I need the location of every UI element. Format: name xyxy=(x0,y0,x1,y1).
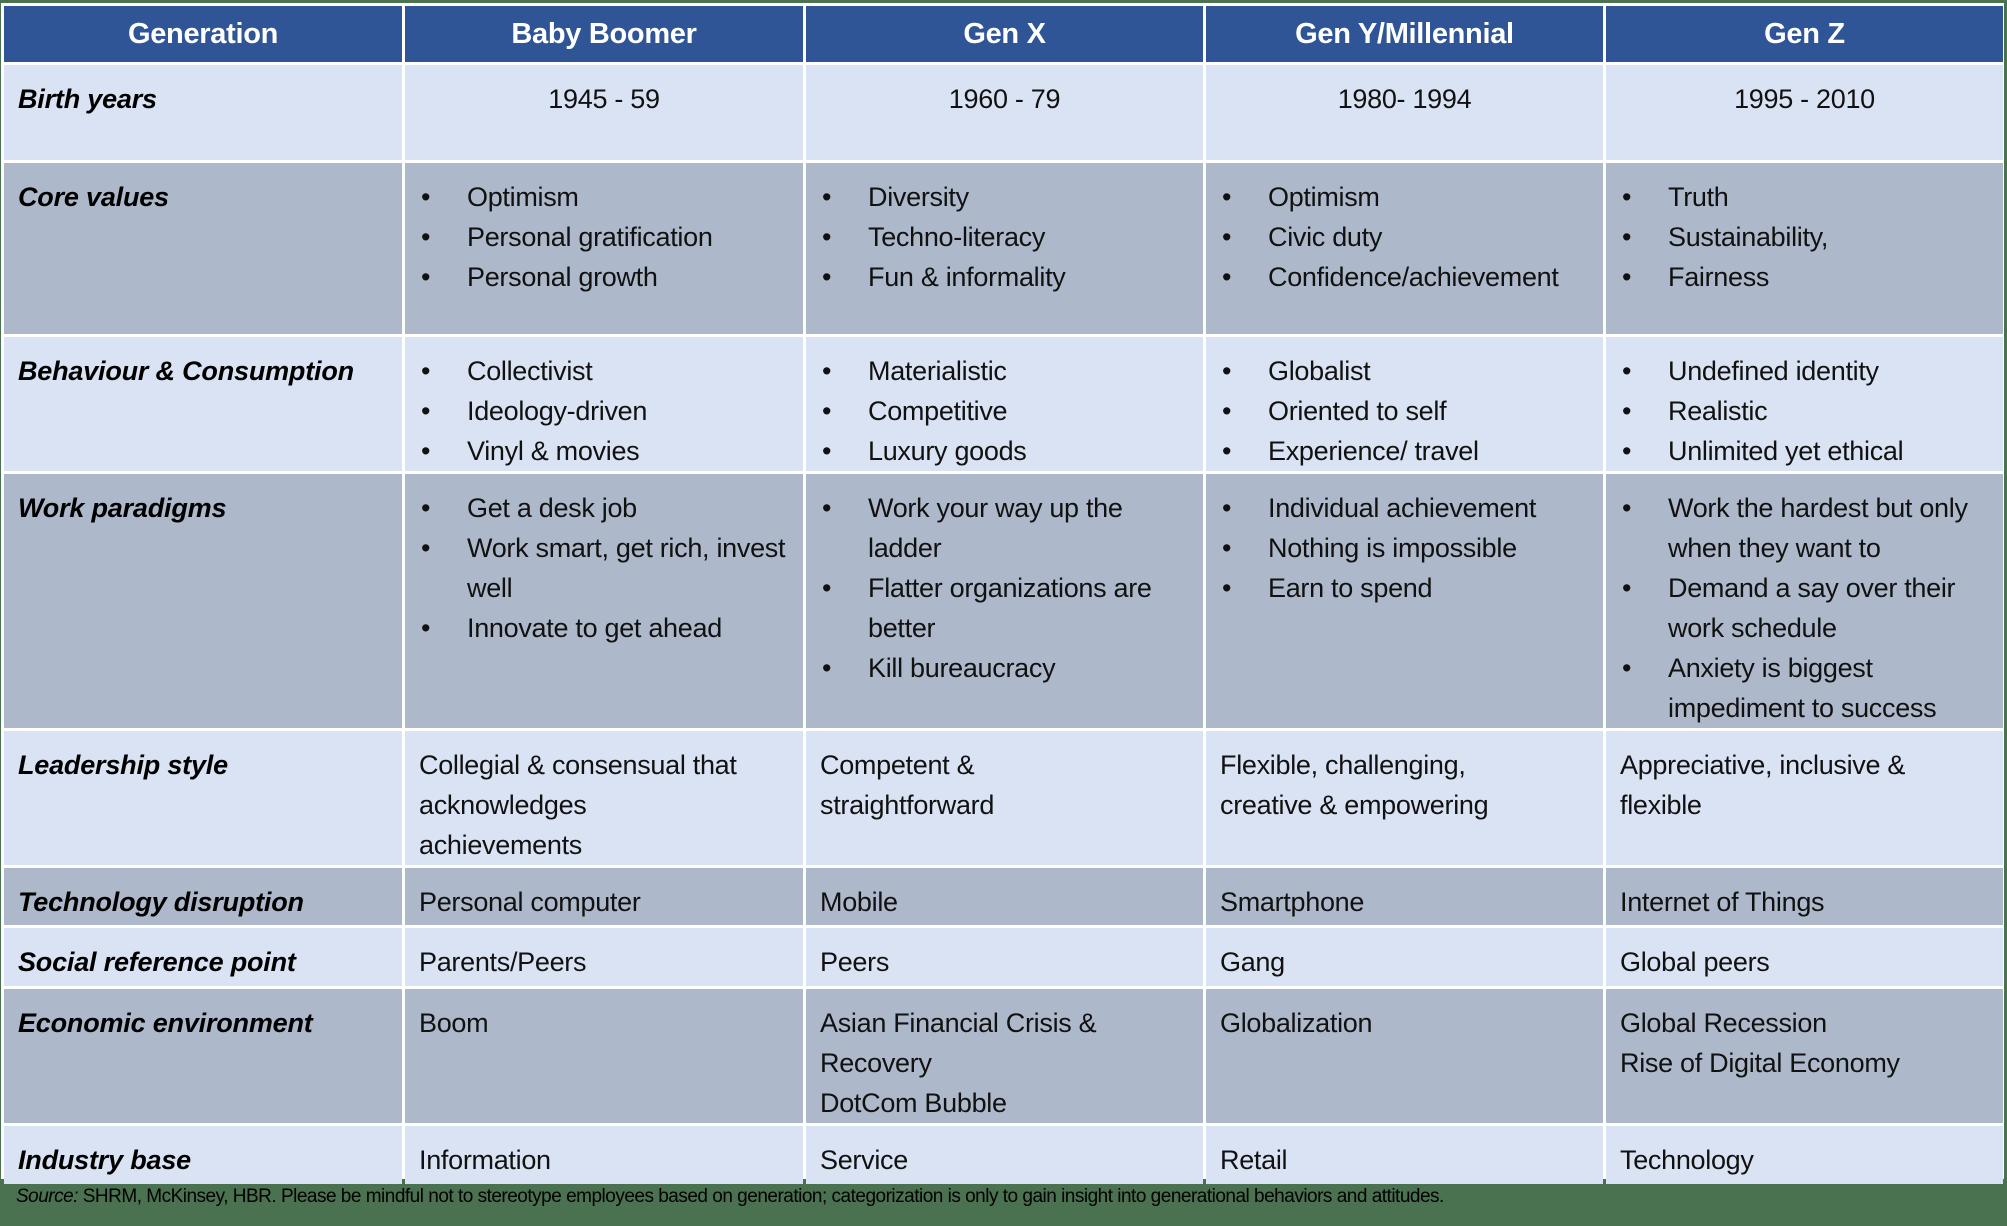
list-item: • Sustainability, xyxy=(1620,217,1993,257)
header-row xyxy=(4,6,2003,62)
cell-baby-boomer xyxy=(405,989,803,1123)
cell-gen-x: 1960 - 79 xyxy=(806,65,1203,160)
row-label: Industry base xyxy=(4,1126,402,1184)
cell-gen-z xyxy=(1606,337,2003,471)
list-item: • Truth xyxy=(1620,177,1993,217)
header-generation: Generation xyxy=(4,6,402,62)
row-technology-disruption xyxy=(4,868,2003,925)
row-label: Birth years xyxy=(4,65,402,160)
bullet-list xyxy=(820,351,1193,471)
cell-baby-boomer: Personal computer xyxy=(405,868,803,925)
cell-gen-y xyxy=(1206,337,1603,471)
row-work-paradigms xyxy=(4,474,2003,728)
row-economic-environment xyxy=(4,989,2003,1123)
cell-gen-y: Smartphone xyxy=(1206,868,1603,925)
list-item: • Unlimited yet ethical xyxy=(1620,431,1993,471)
list-item: • Undefined identity xyxy=(1620,351,1993,391)
text-line: Global Recession xyxy=(1620,1008,1827,1038)
bullet-list xyxy=(1620,177,1993,297)
list-item: • Optimism xyxy=(1220,177,1593,217)
cell-gen-z xyxy=(1606,163,2003,334)
source-label: Source: xyxy=(16,1186,78,1207)
cell-gen-z: Technology xyxy=(1606,1126,2003,1184)
cell-gen-z: Appreciative, inclusive & flexible xyxy=(1606,731,2003,865)
bullet-list xyxy=(1220,351,1593,471)
bullet-list xyxy=(820,488,1193,688)
cell-gen-z: Global peers xyxy=(1606,928,2003,986)
header-baby-boomer: Baby Boomer xyxy=(405,6,803,62)
list-item: • Work smart, get rich, invest well xyxy=(419,528,793,608)
bullet-list xyxy=(1620,488,1993,728)
header-gen-x: Gen X xyxy=(806,6,1203,62)
list-item: • Flatter organizations are better xyxy=(820,568,1193,648)
bullet-list xyxy=(419,177,793,297)
cell-baby-boomer: 1945 - 59 xyxy=(405,65,803,160)
list-item: • Diversity xyxy=(820,177,1193,217)
generations-table xyxy=(1,3,2006,1187)
list-item: • Anxiety is biggest impediment to success xyxy=(1620,648,1993,728)
list-item: • Nothing is impossible xyxy=(1220,528,1593,568)
cell-gen-y: Retail xyxy=(1206,1126,1603,1184)
cell-baby-boomer: Parents/Peers xyxy=(405,928,803,986)
row-industry-base xyxy=(4,1126,2003,1184)
list-item: • Personal growth xyxy=(419,257,793,297)
bullet-list xyxy=(820,177,1193,297)
cell-baby-boomer: Information xyxy=(405,1126,803,1184)
generations-table-container xyxy=(1,3,2004,1179)
row-label: Core values xyxy=(4,163,402,334)
list-item: • Kill bureaucracy xyxy=(820,648,1193,688)
row-label: Behaviour & Consumption xyxy=(4,337,402,471)
row-label: Leadership style xyxy=(4,731,402,865)
cell-gen-x: Service xyxy=(806,1126,1203,1184)
list-item: • Vinyl & movies xyxy=(419,431,793,471)
cell-gen-y xyxy=(1206,474,1603,728)
list-item: • Materialistic xyxy=(820,351,1193,391)
row-leadership-style xyxy=(4,731,2003,865)
text-line: Rise of Digital Economy xyxy=(1620,1048,1900,1078)
list-item: • Ideology-driven xyxy=(419,391,793,431)
text-line: DotCom Bubble xyxy=(820,1088,1007,1118)
list-item: • Personal gratification xyxy=(419,217,793,257)
bullet-list xyxy=(419,351,793,471)
cell-gen-x xyxy=(806,163,1203,334)
source-footnote xyxy=(16,1186,1444,1208)
list-item: • Luxury goods xyxy=(820,431,1193,471)
row-label: Economic environment xyxy=(4,989,402,1123)
cell-gen-y: 1980- 1994 xyxy=(1206,65,1603,160)
text-line: Boom xyxy=(419,1008,489,1038)
bullet-list xyxy=(1620,351,1993,471)
cell-gen-x: Competent & straightforward xyxy=(806,731,1203,865)
cell-gen-x xyxy=(806,474,1203,728)
cell-gen-z: 1995 - 2010 xyxy=(1606,65,2003,160)
row-core-values xyxy=(4,163,2003,334)
footnote-text: SHRM, McKinsey, HBR. Please be mindful not to stereotype employees based on generation; categorization is only to gain insight into generational behaviors and attitudes. xyxy=(77,1186,1444,1207)
row-birth-years xyxy=(4,65,2003,160)
bullet-list xyxy=(1220,177,1593,297)
list-item: • Techno-literacy xyxy=(820,217,1193,257)
list-item: • Realistic xyxy=(1620,391,1993,431)
list-item: • Innovate to get ahead xyxy=(419,608,793,648)
list-item: • Demand a say over their work schedule xyxy=(1620,568,1993,648)
cell-gen-y xyxy=(1206,989,1603,1123)
cell-gen-y: Flexible, challenging, creative & empowering xyxy=(1206,731,1603,865)
text-line: Globalization xyxy=(1220,1008,1373,1038)
cell-baby-boomer xyxy=(405,474,803,728)
list-item: • Get a desk job xyxy=(419,488,793,528)
list-item: • Work the hardest but only when they want to xyxy=(1620,488,1993,568)
list-item: • Experience/ travel xyxy=(1220,431,1593,471)
cell-gen-x: Mobile xyxy=(806,868,1203,925)
text-line: Asian Financial Crisis & Recovery xyxy=(820,1008,1097,1078)
cell-gen-y: Gang xyxy=(1206,928,1603,986)
list-item: • Competitive xyxy=(820,391,1193,431)
cell-gen-x xyxy=(806,989,1203,1123)
header-gen-z: Gen Z xyxy=(1606,6,2003,62)
list-item: • Civic duty xyxy=(1220,217,1593,257)
cell-gen-z xyxy=(1606,989,2003,1123)
row-label: Social reference point xyxy=(4,928,402,986)
header-gen-y: Gen Y/Millennial xyxy=(1206,6,1603,62)
list-item: • Optimism xyxy=(419,177,793,217)
list-item: • Globalist xyxy=(1220,351,1593,391)
cell-baby-boomer xyxy=(405,163,803,334)
cell-gen-x xyxy=(806,337,1203,471)
list-item: • Fun & informality xyxy=(820,257,1193,297)
list-item: • Earn to spend xyxy=(1220,568,1593,608)
cell-baby-boomer: Collegial & consensual that acknowledges achievements xyxy=(405,731,803,865)
row-label: Technology disruption xyxy=(4,868,402,925)
list-item: • Confidence/achievement xyxy=(1220,257,1593,297)
list-item: • Oriented to self xyxy=(1220,391,1593,431)
cell-gen-y xyxy=(1206,163,1603,334)
bullet-list xyxy=(419,488,793,648)
list-item: • Fairness xyxy=(1620,257,1993,297)
list-item: • Collectivist xyxy=(419,351,793,391)
row-label: Work paradigms xyxy=(4,474,402,728)
bullet-list xyxy=(1220,488,1593,608)
list-item: • Individual achievement xyxy=(1220,488,1593,528)
cell-gen-z: Internet of Things xyxy=(1606,868,2003,925)
row-social-reference-point xyxy=(4,928,2003,986)
list-item: • Work your way up the ladder xyxy=(820,488,1193,568)
cell-gen-x: Peers xyxy=(806,928,1203,986)
row-behaviour-consumption xyxy=(4,337,2003,471)
cell-gen-z xyxy=(1606,474,2003,728)
cell-baby-boomer xyxy=(405,337,803,471)
